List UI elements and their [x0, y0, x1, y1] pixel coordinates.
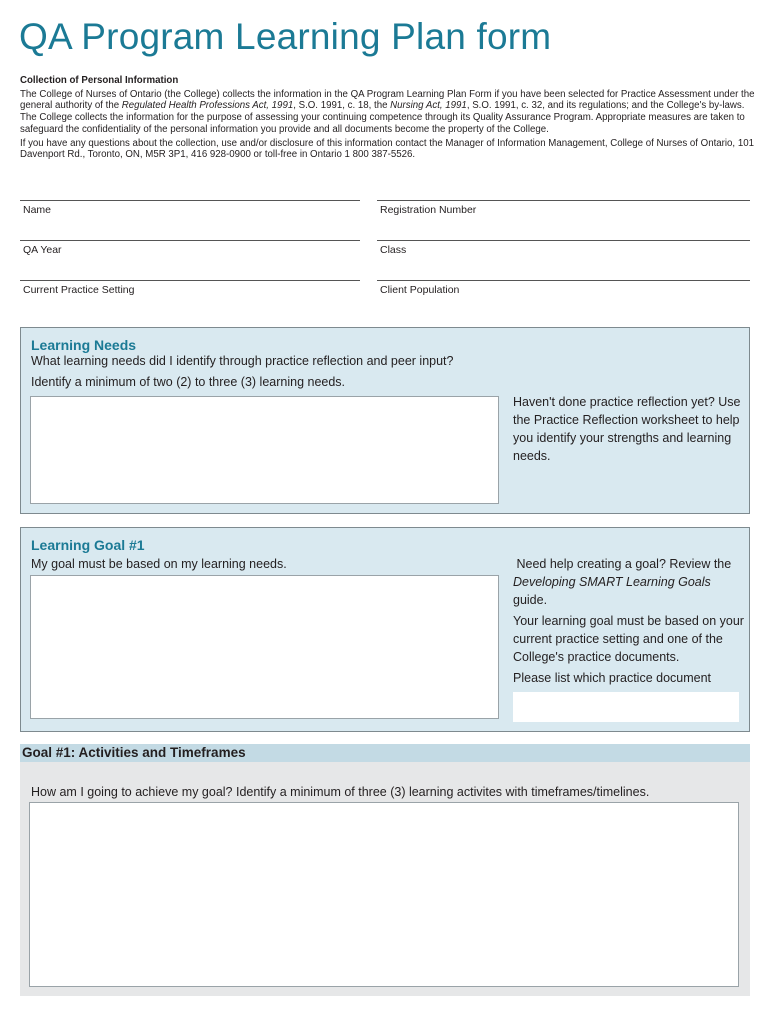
- privacy-notice: [20, 75, 755, 163]
- field-row-2: [20, 240, 750, 254]
- privacy-text-a: The College of Nurses of Ontario (the College) collects the information in the QA Program Learning Plan Form if you have been selected for Practice Assessment under the general authority of the: [20, 88, 755, 112]
- learning-needs-instruction: Identify a minimum of two (2) to three (3) learning needs.: [31, 375, 346, 389]
- practice-document-prompt: Please list which practice document: [513, 671, 712, 685]
- smart-goals-guide-title: Developing SMART Learning Goals: [513, 575, 711, 589]
- field-row-3: [20, 280, 750, 294]
- name-label: Name: [23, 204, 52, 216]
- learning-needs-panel: [20, 327, 750, 514]
- current-practice-setting-field[interactable]: [20, 280, 360, 296]
- learning-needs-input[interactable]: [30, 396, 499, 504]
- smart-goals-note-text-a: Need help creating a goal? Review the: [516, 557, 732, 571]
- privacy-text-b: , S.O. 1991, c. 18, the: [293, 100, 391, 112]
- registration-number-field[interactable]: [377, 200, 750, 216]
- learning-goal-panel: [20, 527, 750, 732]
- practice-setting-note: Your learning goal must be based on your current practice setting and one of the College's practice documents.: [513, 614, 744, 664]
- activities-input[interactable]: [29, 802, 739, 987]
- registration-number-label: Registration Number: [380, 204, 477, 216]
- act-name-rhpa: Regulated Health Professions Act, 1991: [121, 100, 294, 112]
- learning-needs-heading: Learning Needs: [31, 337, 137, 353]
- activities-question: How am I going to achieve my goal? Identify a minimum of three (3) learning activites with timeframes/timelines.: [31, 785, 650, 799]
- learning-goal-instruction: My goal must be based on my learning needs.: [31, 557, 287, 571]
- client-population-label: Client Population: [380, 284, 460, 296]
- class-label: Class: [380, 244, 407, 256]
- privacy-paragraph-2: If you have any questions about the collection, use and/or disclosure of this information contact the Manager of Information Management, College of Nurses of Ontario, 101 Davenport Rd., Toronto, ON, M5R 3P1, 416 928-0900 or toll-free in Ontario 1 800 387-5526.: [20, 137, 754, 161]
- qa-year-label: QA Year: [23, 244, 62, 256]
- act-name-nursing: Nursing Act, 1991: [390, 100, 467, 112]
- learning-goal-heading: Learning Goal #1: [31, 537, 145, 553]
- page-title: QA Program Learning Plan form: [19, 16, 552, 57]
- learning-needs-side-note: Haven't done practice reflection yet? Use the Practice Reflection worksheet to help you identify your strengths and learning needs.: [513, 395, 741, 463]
- activities-panel: [20, 762, 750, 996]
- privacy-text-c: , S.O. 1991, c. 32, and its regulations; and the College's by-laws. The College collects the information for the purpose of assessing your continuing competence through its Quality Assurance Program. Appropriate measures are taken to safeguard the confidentiality of the personal information you provide and all documents become the property of the College.: [20, 100, 745, 135]
- name-field[interactable]: [20, 200, 360, 216]
- field-row-1: [20, 200, 750, 214]
- privacy-heading: Collection of Personal Information: [20, 75, 179, 86]
- activities-header: [20, 744, 750, 762]
- current-practice-setting-label: Current Practice Setting: [23, 284, 135, 296]
- client-population-field[interactable]: [377, 280, 750, 296]
- smart-goals-note-text-b: guide.: [513, 593, 548, 607]
- activities-heading: Goal #1: Activities and Timeframes: [22, 745, 246, 760]
- privacy-paragraph-1: [20, 89, 755, 136]
- learning-needs-question: What learning needs did I identify through practice reflection and peer input?: [31, 354, 454, 368]
- qa-year-field[interactable]: [20, 240, 360, 256]
- learning-goal-input[interactable]: [30, 575, 499, 719]
- practice-document-input[interactable]: [513, 692, 739, 722]
- class-field[interactable]: [377, 240, 750, 256]
- smart-goals-note: [513, 555, 745, 609]
